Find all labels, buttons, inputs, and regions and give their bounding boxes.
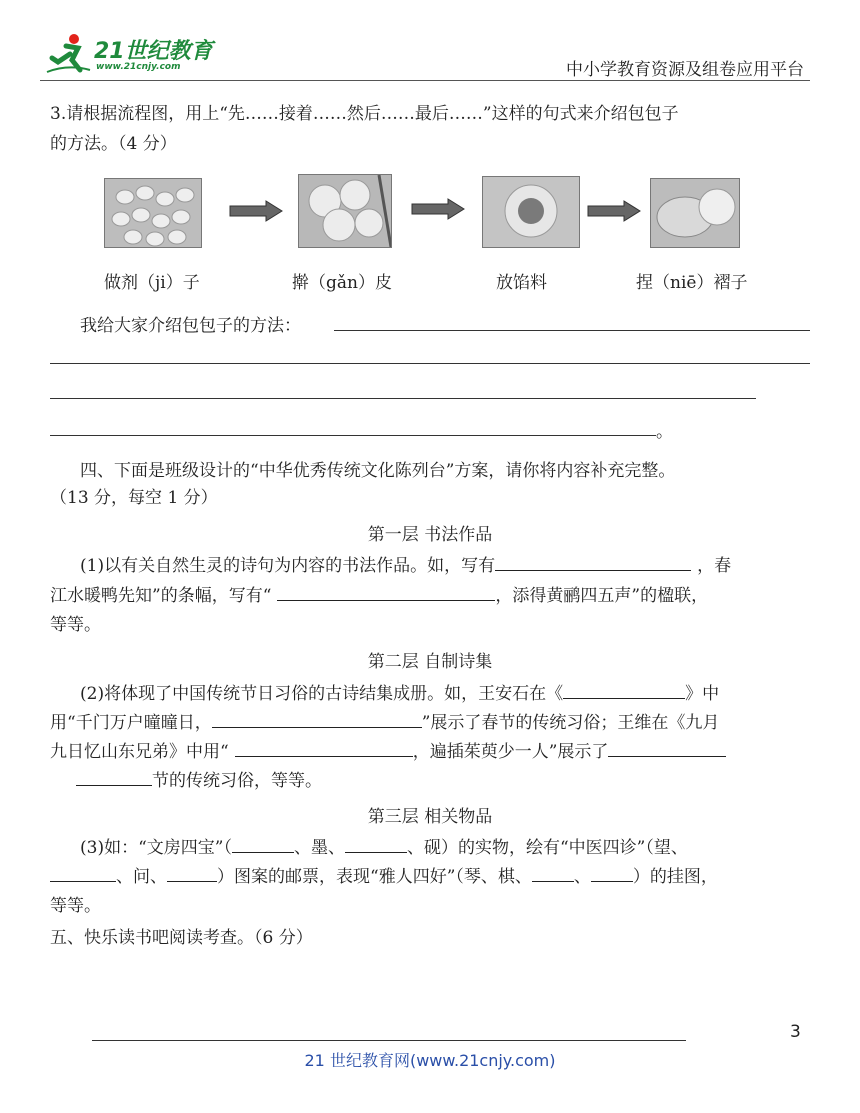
- footer-site-link[interactable]: 21 世纪教育网(www.21cnjy.com): [304, 1051, 556, 1070]
- page-number: 3: [790, 1022, 801, 1042]
- q4-l3-row3: 等等。: [50, 896, 101, 916]
- blank-11[interactable]: [167, 863, 217, 882]
- l3-text-a: (3)如：“文房四宝”（: [80, 838, 232, 858]
- q4-intro-line2: （13 分，每空 1 分）: [50, 488, 218, 508]
- q4-l3-row2: [50, 863, 718, 892]
- flow-arrow-3-icon: [586, 200, 642, 222]
- q3-line1: 3.请根据流程图，用上“先……接着……然后……最后……”这样的句式来介绍包包子: [50, 104, 679, 124]
- blank-1[interactable]: [495, 552, 691, 571]
- blank-12[interactable]: [532, 863, 574, 882]
- l1-text-b: ，春: [697, 556, 732, 576]
- blank-2[interactable]: [277, 582, 495, 601]
- blank-7[interactable]: [76, 767, 152, 786]
- flow-image-3: [482, 176, 580, 248]
- l1-text-d: ，添得黄鹂四五声”的楹联，: [495, 586, 709, 606]
- flow-arrow-1-icon: [228, 200, 284, 222]
- header-rule: [40, 80, 810, 81]
- q4-l3-row1: [80, 834, 688, 863]
- flow-arrow-2-icon: [410, 198, 466, 220]
- flow-image-4: [650, 178, 740, 248]
- q4-l1-row1: [80, 552, 731, 581]
- l1-text-a: (1)以有关自然生灵的诗句为内容的书法作品。如，写有: [80, 556, 496, 576]
- q3-answer-prompt: 我给大家介绍包包子的方法：: [80, 316, 301, 336]
- answer-line-4[interactable]: [50, 435, 656, 436]
- l1-text-c: 江水暖鸭先知”的条幅，写有“: [50, 586, 272, 606]
- q5-title: 五、快乐读书吧阅读考查。（6 分）: [50, 928, 313, 948]
- blank-13[interactable]: [591, 863, 633, 882]
- l3-text-b: 、墨、: [293, 838, 345, 858]
- blank-9[interactable]: [345, 834, 407, 853]
- flow-caption-1: 做剂（ji）子: [104, 273, 200, 293]
- logo-url-text: www.21cnjy.com: [96, 62, 181, 72]
- blank-4[interactable]: [212, 709, 422, 728]
- l2-text-g: 节的传统习俗，等等。: [152, 771, 322, 791]
- blank-6[interactable]: [608, 738, 726, 757]
- q4-l2-row4: [76, 767, 322, 796]
- l3-text-c: 、砚）的实物，绘有“中医四诊”（望、: [406, 838, 688, 858]
- l2-text-e: 九日忆山东兄弟》中用“: [50, 742, 229, 762]
- l3-text-e: ）图案的邮票，表现“雅人四好”（琴、棋、: [217, 867, 532, 887]
- q4-l2-row1: [80, 680, 719, 709]
- l2-text-b: 》中: [685, 684, 720, 704]
- footer-rule: [92, 1040, 686, 1041]
- runner-logo-icon: [44, 32, 92, 76]
- q4-l1-row2: [50, 582, 708, 611]
- q4-l2-row3: [50, 738, 726, 767]
- platform-name: 中小学教育资源及组卷应用平台: [566, 60, 804, 80]
- layer3-title: 第三层 相关物品: [367, 807, 493, 827]
- answer-line-2[interactable]: [50, 363, 810, 364]
- l2-text-c: 用“千门万户曈曈日，: [50, 713, 212, 733]
- blank-3[interactable]: [563, 680, 685, 699]
- q4-l1-row3: 等等。: [50, 615, 101, 635]
- l3-text-g: ）的挂图，: [632, 867, 718, 887]
- flow-caption-4: 捏（niē）褶子: [636, 273, 748, 293]
- layer2-title: 第二层 自制诗集: [367, 652, 493, 672]
- answer-line-1[interactable]: [334, 330, 810, 331]
- logo-main-text: 21世纪教育: [94, 39, 213, 64]
- blank-8[interactable]: [232, 834, 294, 853]
- l3-text-d: 、问、: [116, 867, 167, 887]
- answer-line-3[interactable]: [50, 398, 756, 399]
- l2-text-f: ，遍插茱萸少一人”展示了: [412, 742, 609, 762]
- l2-text-a: (2)将体现了中国传统节日习俗的古诗结集成册。如，王安石在《: [80, 684, 564, 704]
- q4-intro-line1: 四、下面是班级设计的“中华优秀传统文化陈列台”方案，请你将内容补充完整。: [80, 461, 676, 481]
- layer1-title: 第一层 书法作品: [367, 525, 493, 545]
- l3-text-f: 、: [573, 867, 591, 887]
- flow-caption-2: 擀（gǎn）皮: [292, 273, 392, 293]
- answer-end-mark: 。: [656, 422, 673, 442]
- blank-5[interactable]: [235, 738, 413, 757]
- q3-line2: 的方法。（4 分）: [50, 134, 177, 154]
- flow-caption-3: 放馅料: [496, 273, 547, 293]
- blank-10[interactable]: [50, 863, 116, 882]
- q4-l2-row2: [50, 709, 719, 738]
- flow-image-2: [298, 174, 392, 248]
- logo: [44, 32, 214, 78]
- l2-text-d: ”展示了春节的传统习俗；王维在《九月: [421, 713, 720, 733]
- flow-image-1: [104, 178, 202, 248]
